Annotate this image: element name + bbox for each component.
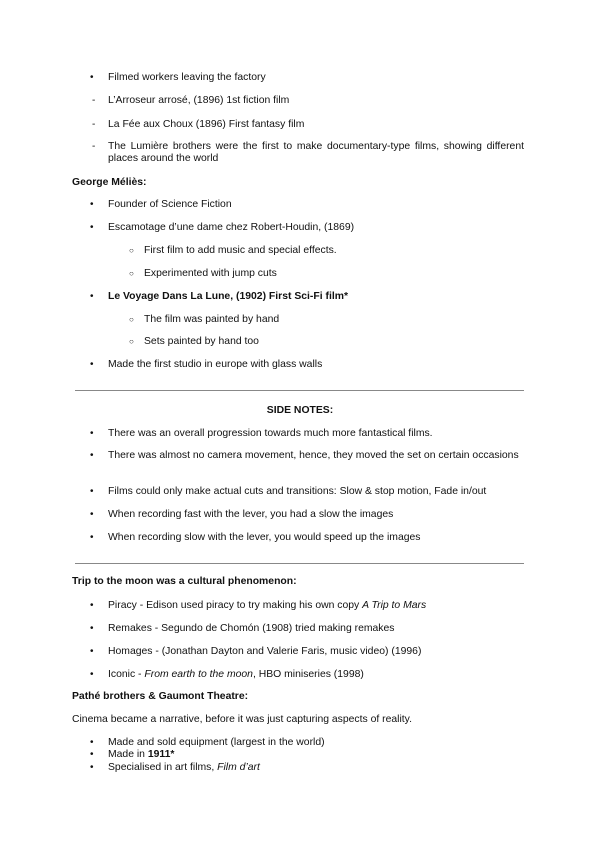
bullet-icon: •: [90, 486, 94, 497]
circle-bullet-icon: ○: [129, 315, 134, 324]
list-item: [108, 669, 364, 681]
divider: [75, 390, 524, 391]
list-item: When recording slow with the lever, you would speed up the images: [108, 532, 421, 543]
bullet-icon: •: [90, 737, 94, 748]
sub-list-item: Experimented with jump cuts: [144, 268, 277, 279]
circle-bullet-icon: ○: [129, 269, 134, 278]
bullet-icon: •: [90, 600, 94, 611]
text: Made in: [108, 749, 148, 760]
list-item: The Lumière brothers were the first to make documentary-type films, showing different places around the world: [108, 141, 524, 164]
bullet-icon: •: [90, 762, 94, 773]
list-item: Founder of Science Fiction: [108, 199, 232, 210]
list-item: When recording fast with the lever, you had a slow the images: [108, 509, 394, 520]
film-title: A Trip to Mars: [362, 600, 427, 611]
film-title: From earth to the moon: [144, 669, 253, 680]
side-notes-heading: SIDE NOTES:: [266, 405, 334, 416]
list-item: There was an overall progression towards much more fantastical films.: [108, 428, 433, 439]
dash-icon: -: [92, 95, 96, 106]
list-item: Remakes - Segundo de Chomón (1908) tried making remakes: [108, 623, 395, 634]
divider: [75, 563, 524, 564]
section-heading: Pathé brothers & Gaumont Theatre:: [72, 691, 249, 702]
sub-list-item: The film was painted by hand: [144, 314, 280, 325]
bullet-icon: •: [90, 646, 94, 657]
list-item: Films could only make actual cuts and transitions: Slow & stop motion, Fade in/out: [108, 486, 487, 497]
dash-icon: -: [92, 119, 96, 130]
list-item: L’Arroseur arrosé, (1896) 1st fiction film: [108, 95, 290, 106]
section-heading: Trip to the moon was a cultural phenomenon:: [72, 576, 297, 587]
list-item: [108, 762, 260, 774]
list-item: La Fée aux Choux (1896) First fantasy film: [108, 119, 305, 130]
dash-icon: -: [92, 141, 96, 152]
paragraph: Cinema became a narrative, before it was just capturing aspects of reality.: [72, 714, 412, 725]
bullet-icon: •: [90, 509, 94, 520]
text: Specialised in art films,: [108, 762, 218, 773]
circle-bullet-icon: ○: [129, 337, 134, 346]
sub-list-item: First film to add music and special effects.: [144, 245, 337, 256]
bullet-icon: •: [90, 359, 94, 370]
list-item: [108, 749, 174, 761]
bullet-icon: •: [90, 669, 94, 680]
film-title: Film d’art: [217, 762, 260, 773]
sub-list-item: Sets painted by hand too: [144, 336, 259, 347]
text: Iconic -: [108, 669, 145, 680]
list-item: Made and sold equipment (largest in the world): [108, 737, 325, 748]
bullet-icon: •: [90, 532, 94, 543]
bullet-icon: •: [90, 222, 94, 233]
circle-bullet-icon: ○: [129, 246, 134, 255]
list-item: Escamotage d’une dame chez Robert-Houdin, (1869): [108, 222, 355, 233]
section-heading: George Méliès:: [72, 177, 147, 188]
text: , HBO miniseries (1998): [252, 669, 364, 680]
list-item: Filmed workers leaving the factory: [108, 72, 266, 83]
bullet-icon: •: [90, 450, 94, 461]
bullet-icon: •: [90, 291, 94, 302]
list-item: Homages - (Jonathan Dayton and Valerie Faris, music video) (1996): [108, 646, 422, 657]
list-item: Le Voyage Dans La Lune, (1902) First Sci-Fi film*: [108, 291, 349, 302]
bullet-icon: •: [90, 428, 94, 439]
list-item: Made the first studio in europe with glass walls: [108, 359, 323, 370]
bullet-icon: •: [90, 72, 94, 83]
year: 1911*: [147, 749, 175, 760]
bullet-icon: •: [90, 199, 94, 210]
text: Piracy - Edison used piracy to try making his own copy: [108, 600, 363, 611]
list-item: There was almost no camera movement, hence, they moved the set on certain occasions: [108, 450, 519, 461]
bullet-icon: •: [90, 749, 94, 760]
list-item: [108, 600, 426, 612]
bullet-icon: •: [90, 623, 94, 634]
